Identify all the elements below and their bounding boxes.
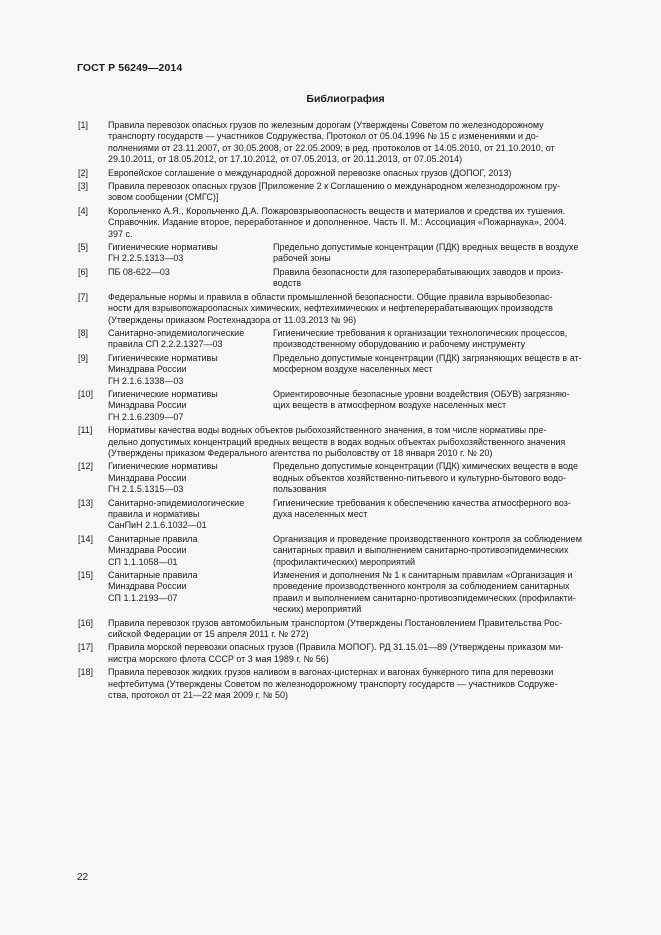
entry-title-line: Изменения и дополнения № 1 к санитарным правилам «Организация и — [273, 570, 573, 581]
entry-document-title — [273, 570, 618, 616]
entry-number: [16] — [78, 617, 94, 628]
entry-text-line: нефтебитума (Утверждены Советом по железнодорожному транспорту государств — участников Содруже- — [108, 678, 558, 689]
entry-code-line: Санитарные правила — [108, 570, 198, 581]
entry-number: [13] — [78, 497, 94, 508]
entry-text — [108, 292, 618, 326]
entry-code-line: СП 1.1.2193—07 — [108, 592, 178, 603]
entry-number: [7] — [78, 291, 89, 302]
entry-text-line: Европейское соглашение о международной дорожной перевозке опасных грузов (ДОПОГ, 2013) — [108, 167, 512, 178]
entry-title-line: Правила безопасности для газоперерабатывающих заводов и произ- — [273, 266, 564, 277]
entry-code-line: СанПиН 2.1.6.1032—01 — [108, 520, 207, 531]
entry-title-line: Предельно допустимые концентрации (ПДК) загрязняющих веществ в ат- — [273, 352, 582, 363]
entry-document-title — [273, 534, 618, 568]
entry-title-line: водных объектов хозяйственно-питьевого и культурно-бытового водо- — [273, 472, 566, 483]
entry-code-line: правила и нормативы — [108, 509, 200, 519]
entry-text-line: Нормативы качества воды водных объектов рыбохозяйственного значения, в том числе нормативы пре- — [108, 425, 547, 436]
entry-code-line: ГН 2.1.6.1338—03 — [108, 375, 184, 386]
entry-title-line: санитарных правил и выполнением санитарно-противоэпидемических — [273, 545, 569, 556]
entry-code-line: Гигиенические нормативы — [108, 352, 218, 363]
bibliography-entry — [78, 570, 618, 616]
entry-title-line: мосферном воздухе населенных мест — [273, 364, 433, 375]
entry-title-line: пользования — [273, 484, 327, 495]
entry-text — [108, 642, 618, 665]
entry-text-line: ства, протокол от 21—22 мая 2009 г. № 50) — [108, 690, 289, 701]
entry-text-line: Федеральные нормы и правила в области промышленной безопасности. Общие правила взрывобезопас- — [108, 291, 553, 302]
entry-number: [17] — [78, 642, 94, 653]
bibliography-entry — [78, 328, 618, 351]
entry-number: [1] — [78, 120, 89, 130]
entry-document-code — [108, 498, 273, 532]
entry-code-line: СП 1.1.1058—01 — [108, 556, 178, 567]
entry-title-line: производственному оборудованию и рабочему инструменту — [273, 339, 526, 350]
entry-number: [2] — [78, 167, 89, 178]
entry-document-code — [108, 570, 273, 616]
entry-code-line: ГН 2.1.5.1315—03 — [108, 484, 184, 495]
entry-text-line: транспорту государств — участников Содружества, Протокол от 05.04.1996 № 15 с изменениями и до- — [108, 131, 539, 142]
entry-document-code — [108, 389, 273, 423]
bibliography-entry — [78, 425, 618, 459]
entry-number: [5] — [78, 242, 89, 253]
entry-document-title — [273, 267, 618, 290]
bibliography-entry — [78, 206, 618, 240]
entry-title-line: духа населенных мест — [273, 509, 368, 519]
entry-document-title — [273, 328, 618, 351]
entry-title-line: правил и выполнением санитарно-противоэпидемических (профилакти- — [273, 592, 576, 603]
entry-document-code — [108, 328, 273, 351]
entry-text-line: Правила перевозок жидких грузов наливом в вагонах-цистернах и вагонах бункерного типа для перевозки — [108, 667, 554, 678]
entry-title-line: Предельно допустимые концентрации (ПДК) вредных веществ в воздухе — [273, 242, 579, 253]
entry-code-line: ГН 2.2.5.1313—03 — [108, 253, 184, 264]
entry-text-line: Правила перевозок опасных грузов по железным дорогам (Утверждены Советом по железнодорожному — [108, 120, 544, 130]
entry-text-line: Правила перевозок опасных грузов [Приложение 2 к Соглашению о международном железнодорожном гру- — [108, 181, 561, 192]
entry-code-line: Минздрава России — [108, 400, 187, 411]
bibliography-entry — [78, 534, 618, 568]
entry-document-code — [108, 461, 273, 495]
entry-title-line: щих веществ в атмосферном воздухе населенных мест — [273, 400, 507, 411]
entry-text-line: нистра морского флота СССР от 3 мая 1989 г. № 56) — [108, 653, 329, 664]
entry-text — [108, 120, 618, 166]
entry-code-line: Минздрава России — [108, 545, 187, 556]
entry-text-line: сийской Федерации от 15 апреля 2011 г. № 272) — [108, 629, 309, 640]
entry-number: [15] — [78, 570, 94, 581]
bibliography-entry — [78, 461, 618, 495]
standard-header: ГОСТ Р 56249—2014 — [77, 62, 183, 74]
entry-text — [108, 181, 618, 204]
entry-text-line: Справочник. Издание второе, переработанное и дополненное. Часть II. М.: Ассоциация «Пожарнаука», 2004. — [108, 217, 567, 228]
bibliography-title: Библиография — [306, 93, 385, 105]
bibliography-entry — [78, 618, 618, 641]
entry-text-line: Правила перевозок грузов автомобильным транспортом (Утверждены Постановлением Правительства Рос- — [108, 617, 563, 628]
entry-document-code — [108, 267, 273, 290]
entry-code-line: Минздрава России — [108, 364, 187, 375]
entry-number: [12] — [78, 461, 94, 472]
entry-number: [4] — [78, 205, 89, 216]
entry-code-line: Санитарные правила — [108, 533, 198, 544]
bibliography-entry — [78, 292, 618, 326]
entry-title-line: Ориентировочные безопасные уровни воздействия (ОБУВ) загрязняю- — [273, 388, 570, 399]
bibliography-list — [78, 120, 618, 704]
entry-title-line: Организация и проведение производственного контроля за соблюдением — [273, 533, 582, 544]
entry-document-title — [273, 461, 618, 495]
entry-title-line: Гигиенические требования к организации технологических процессов, — [273, 327, 568, 338]
entry-text-line: дельно допустимых концентраций вредных веществ в водах водных объектах рыбохозяйственного значения — [108, 436, 566, 447]
entry-title-line: Гигиенические требования к обеспечению качества атмосферного воз- — [273, 497, 571, 508]
bibliography-entry — [78, 667, 618, 701]
bibliography-entry — [78, 353, 618, 387]
bibliography-entry — [78, 242, 618, 265]
bibliography-entry — [78, 120, 618, 166]
entry-number: [18] — [78, 667, 94, 678]
entry-code-line: Гигиенические нормативы — [108, 388, 218, 399]
entry-title-line: проведение производственного контроля за соблюдением санитарных — [273, 581, 570, 592]
bibliography-entry — [78, 498, 618, 532]
entry-text — [108, 618, 618, 641]
entry-text — [108, 425, 618, 459]
entry-text-line: 397 с. — [108, 228, 133, 239]
entry-code-line: Минздрава России — [108, 472, 187, 483]
entry-text-line: полнениями от 23.11.2007, от 30.05.2008, от 22.05.2009; в ред. протоколов от 14.05.2010, от 21.10.2010, от — [108, 142, 555, 153]
entry-text-line: (Утверждены приказом Федерального агентства по рыболовству от 18 января 2010 г. № 20) — [108, 447, 493, 458]
entry-document-code — [108, 534, 273, 568]
entry-text-line: (Утверждены приказом Ростехнадзора от 11.03.2013 № 96) — [108, 314, 357, 325]
entry-text-line: зовом сообщении (СМГС)] — [108, 192, 219, 203]
entry-code-line: Минздрава России — [108, 581, 187, 592]
entry-text — [108, 667, 618, 701]
entry-code-line: Гигиенические нормативы — [108, 242, 218, 253]
entry-document-code — [108, 242, 273, 265]
entry-document-title — [273, 242, 618, 265]
entry-number: [6] — [78, 266, 89, 277]
entry-number: [9] — [78, 352, 89, 363]
entry-text-line: ности для взрывопожароопасных химических, нефтехимических и нефтеперерабатывающих производств — [108, 303, 553, 314]
entry-text-line: Корольченко А.Я., Корольченко Д.А. Пожаровзрывоопасность веществ и материалов и средства их тушения. — [108, 205, 566, 216]
page-number: 22 — [77, 872, 89, 883]
entry-title-line: водств — [273, 278, 302, 289]
entry-document-title — [273, 389, 618, 423]
entry-title-line: Предельно допустимые концентрации (ПДК) химических веществ в воде — [273, 461, 579, 472]
bibliography-entry — [78, 168, 618, 179]
entry-code-line: ПБ 08-622—03 — [108, 266, 170, 277]
bibliography-entry — [78, 642, 618, 665]
entry-title-line: ческих) мероприятий — [273, 604, 362, 615]
entry-title-line: рабочей зоны — [273, 253, 331, 264]
entry-code-line: ГН 2.1.6.2309—07 — [108, 411, 184, 422]
entry-text — [108, 168, 618, 179]
entry-document-title — [273, 498, 618, 532]
entry-title-line: (профилактических) мероприятий — [273, 556, 416, 567]
entry-text-line: Правила морской перевозки опасных грузов (Правила МОПОГ). РД 31.15.01—89 (Утверждены приказом ми- — [108, 642, 564, 653]
entry-code-line: Гигиенические нормативы — [108, 461, 218, 472]
entry-code-line: правила СП 2.2.2.1327—03 — [108, 339, 223, 350]
entry-number: [14] — [78, 533, 94, 544]
bibliography-entry — [78, 181, 618, 204]
entry-number: [3] — [78, 181, 89, 192]
bibliography-entry — [78, 389, 618, 423]
bibliography-entry — [78, 267, 618, 290]
entry-document-title — [273, 353, 618, 387]
entry-number: [10] — [78, 388, 94, 399]
entry-code-line: Санитарно-эпидемиологические — [108, 327, 245, 338]
entry-code-line: Санитарно-эпидемиологические — [108, 497, 245, 508]
entry-number: [8] — [78, 327, 89, 338]
entry-document-code — [108, 353, 273, 387]
entry-text — [108, 206, 618, 240]
entry-number: [11] — [78, 425, 93, 436]
entry-text-line: 29.10.2011, от 18.05.2012, от 17.10.2012, от 07.05.2013, от 20.11.2013, от 07.05.2014) — [108, 154, 463, 165]
